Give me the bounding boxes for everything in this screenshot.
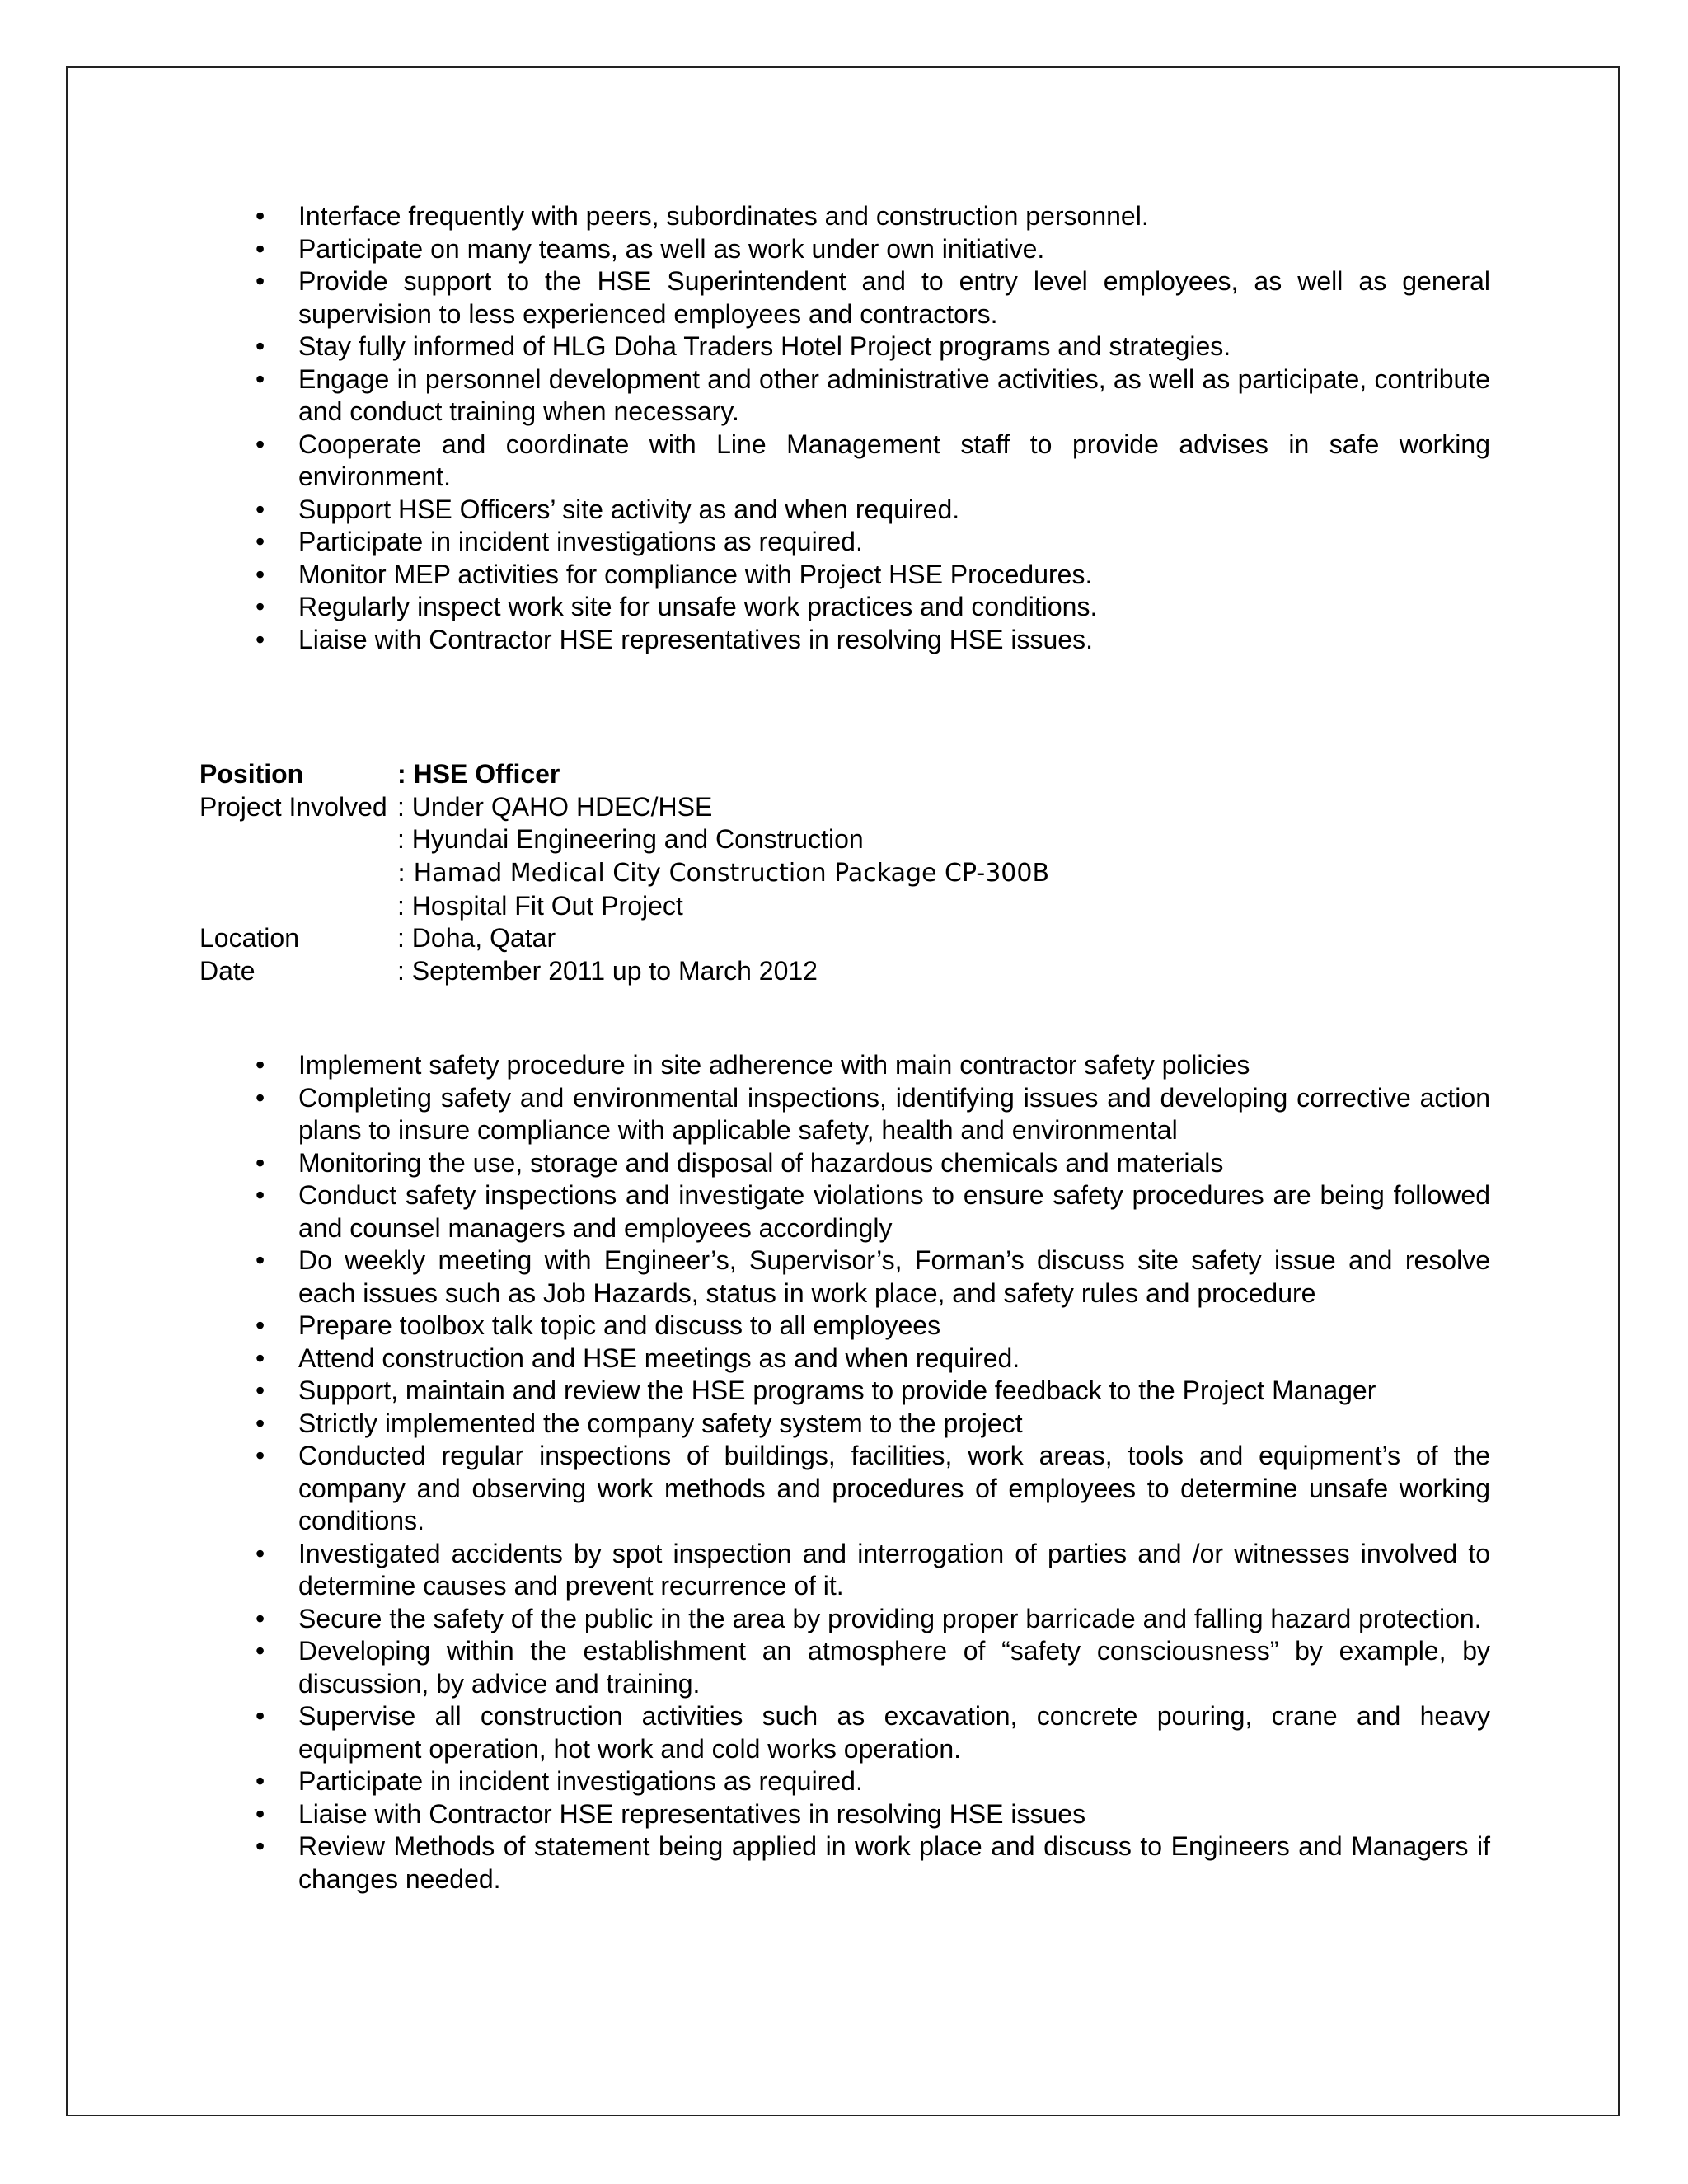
project-line: : Hyundai Engineering and Construction: [397, 824, 864, 854]
list-item: • Supervise all construction activities such as excavation, concrete pouring, crane and heavy equipment operation, hot work and cold works operation.: [298, 1700, 1490, 1765]
project-label: Project Involved: [199, 791, 387, 822]
position-info: [199, 758, 1189, 987]
project-row: [199, 890, 1189, 923]
project-line: : Hospital Fit Out Project: [397, 890, 683, 921]
list-item: • Strictly implemented the company safety system to the project: [298, 1408, 1490, 1441]
list-item: • Investigated accidents by spot inspection and interrogation of parties and /or witnesses involved to determine causes and prevent recurrence of it.: [298, 1538, 1490, 1603]
project-row: [199, 791, 1189, 824]
list-item: • Regularly inspect work site for unsafe work practices and conditions.: [298, 591, 1490, 624]
list-item: • Support HSE Officers’ site activity as and when required.: [298, 494, 1490, 527]
list-item: • Monitoring the use, storage and disposal of hazardous chemicals and materials: [298, 1147, 1490, 1180]
list-item: • Participate in incident investigations as required.: [298, 1765, 1490, 1798]
list-item: • Review Methods of statement being applied in work place and discuss to Engineers and Managers if changes needed.: [298, 1830, 1490, 1896]
list-item: • Conduct safety inspections and investigate violations to ensure safety procedures are being followed and counsel managers and employees accordingly: [298, 1179, 1490, 1244]
project-row: [199, 856, 1189, 890]
list-item: • Secure the safety of the public in the area by providing proper barricade and falling hazard protection.: [298, 1603, 1490, 1636]
list-item: • Engage in personnel development and other administrative activities, as well as participate, contribute and conduct training when necessary.: [298, 363, 1490, 429]
list-item: • Prepare toolbox talk topic and discuss to all employees: [298, 1310, 1490, 1343]
list-item: • Support, maintain and review the HSE programs to provide feedback to the Project Manager: [298, 1375, 1490, 1408]
project-row: [199, 823, 1189, 856]
list-item: • Implement safety procedure in site adherence with main contractor safety policies: [298, 1049, 1490, 1082]
list-item: • Cooperate and coordinate with Line Management staff to provide advises in safe working environment.: [298, 429, 1490, 494]
location-row: [199, 922, 1189, 955]
project-line: : Hamad Medical City Construction Package CP-300B: [397, 858, 1050, 888]
date-row: [199, 955, 1189, 988]
location-value: : Doha, Qatar: [397, 923, 556, 953]
date-value: : September 2011 up to March 2012: [397, 955, 818, 986]
list-item: • Conducted regular inspections of buildings, facilities, work areas, tools and equipment’s of the company and observing work methods and procedures of employees to determine unsafe working conditions.: [298, 1440, 1490, 1538]
list-item: • Liaise with Contractor HSE representatives in resolving HSE issues: [298, 1798, 1490, 1831]
list-item: • Developing within the establishment an atmosphere of “safety consciousness” by example, by discussion, by advice and training.: [298, 1635, 1490, 1700]
list-item: • Participate on many teams, as well as work under own initiative.: [298, 233, 1490, 266]
position-row: [199, 758, 1189, 791]
duties-list-2: [298, 1049, 1490, 1896]
list-item: • Provide support to the HSE Superintendent and to entry level employees, as well as general supervision to less experienced employees and contractors.: [298, 265, 1490, 330]
list-item: • Interface frequently with peers, subordinates and construction personnel.: [298, 200, 1490, 233]
list-item: • Attend construction and HSE meetings as and when required.: [298, 1343, 1490, 1376]
position-label: Position: [199, 759, 304, 789]
list-item: • Participate in incident investigations as required.: [298, 526, 1490, 559]
list-item: • Do weekly meeting with Engineer’s, Supervisor’s, Forman’s discuss site safety issue and resolve each issues such as Job Hazards, status in work place, and safety rules and procedure: [298, 1244, 1490, 1310]
list-item: • Stay fully informed of HLG Doha Traders Hotel Project programs and strategies.: [298, 330, 1490, 363]
duties-list-1: [298, 200, 1490, 656]
list-item: • Monitor MEP activities for compliance with Project HSE Procedures.: [298, 559, 1490, 592]
list-item: • Liaise with Contractor HSE representatives in resolving HSE issues.: [298, 624, 1490, 657]
list-item: • Completing safety and environmental inspections, identifying issues and developing corrective action plans to insure compliance with applicable safety, health and environmental: [298, 1082, 1490, 1147]
location-label: Location: [199, 923, 299, 953]
project-line: : Under QAHO HDEC/HSE: [397, 791, 713, 822]
position-value: : HSE Officer: [397, 759, 560, 789]
date-label: Date: [199, 955, 256, 986]
